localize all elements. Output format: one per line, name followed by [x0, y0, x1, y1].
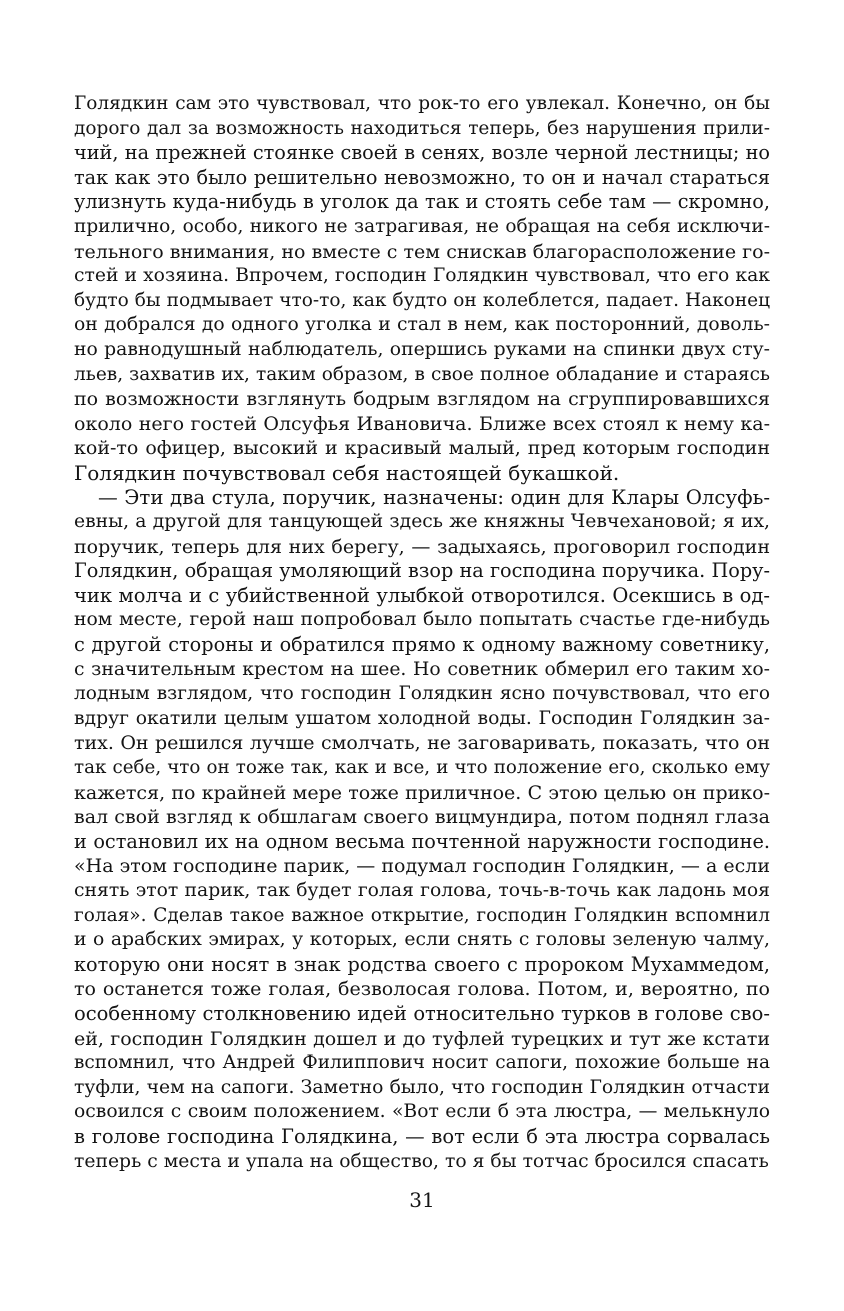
- text-line: которую они носят в знак родства своего с пророком Мухаммедом,: [74, 952, 770, 976]
- text-line: тих. Он решился лучше смолчать, не заговаривать, показать, что он: [74, 732, 770, 755]
- text-line: прилично, особо, никого не затрагивая, не обращая на себя исключи-: [74, 215, 770, 237]
- text-line: льев, захватив их, таким образом, в свое полное обладание и стараясь: [74, 363, 770, 385]
- body-text: [74, 92, 770, 1174]
- text-line: дорого дал за возможность находиться теперь, без нарушения прили-: [74, 117, 770, 139]
- text-line: евны, а другой для танцующей здесь же княжны Чевчехановой; я их,: [74, 511, 770, 533]
- text-line: вал свой взгляд к обшлагам своего вицмундира, потом поднял глаза: [74, 806, 770, 829]
- text-line: особенному столкновению идей относительно турков в голове сво-: [74, 1001, 770, 1025]
- text-line: но равнодушный наблюдатель, опершись руками на спинки двух сту-: [74, 338, 770, 360]
- text-line: кой-то офицер, высокий и красивый малый, пред которым господин: [74, 437, 770, 460]
- text-line: кажется, по крайней мере тоже приличное. С этою целью он прико-: [74, 781, 770, 804]
- text-line: Голядкин, обращая умоляющий взор на господина поручика. Пору-: [74, 559, 770, 583]
- text-line: ном месте, герой наш попробовал было попытать счастье где-нибудь: [74, 609, 770, 631]
- text-line: около него гостей Олсуфья Ивановича. Ближе всех стоял к нему ка-: [74, 412, 770, 435]
- text-line: вдруг окатили целым ушатом холодной воды. Господин Голядкин за-: [74, 707, 770, 729]
- text-line: с другой стороны и обратился прямо к одному важному советнику,: [74, 633, 770, 657]
- text-line: ей, господин Голядкин дошел и до туфлей турецких и тут же кстати: [74, 1027, 770, 1050]
- text-line: туфли, чем на сапоги. Заметно было, что господин Голядкин отчасти: [74, 1076, 770, 1098]
- text-line: то останется тоже голая, безволосая голова. Потом, и, вероятно, по: [74, 978, 770, 1001]
- text-line: поручик, теперь для них берегу, — задыхаясь, проговорил господин: [74, 535, 770, 558]
- page-number: 31: [409, 1188, 435, 1212]
- text-line: и о арабских эмирах, у которых, если снять с головы зеленую чалму,: [74, 929, 770, 951]
- text-line: лодным взглядом, что господин Голядкин ясно почувствовал, что его: [74, 683, 770, 705]
- text-line: он добрался до одного уголка и стал в нем, как посторонний, доволь-: [74, 314, 770, 336]
- text-line: чий, на прежней стоянке своей в сенях, возле черной лестницы; но: [74, 141, 770, 165]
- text-line: чик молча и с убийственной улыбкой отворотился. Осекшись в од-: [74, 583, 770, 607]
- text-line: вспомнил, что Андрей Филиппович носит сапоги, похожие больше на: [74, 1052, 770, 1074]
- text-line: теперь с места и упала на общество, то я бы тотчас бросился спасать: [74, 1150, 769, 1172]
- text-line: голая». Сделав такое важное открытие, господин Голядкин вспомнил: [74, 904, 770, 926]
- text-line: освоился с своим положением. «Вот если б эта люстра, — мелькнуло: [74, 1101, 770, 1123]
- text-line: Голядкин сам это чувствовал, что рок-то его увлекал. Конечно, он бы: [74, 93, 770, 114]
- text-line: снять этот парик, так будет голая голова, точь-в-точь как ладонь моя: [74, 880, 770, 901]
- text-line: стей и хозяина. Впрочем, господин Голядкин чувствовал, что его как: [74, 265, 770, 287]
- text-line: «На этом господине парик, — подумал господин Голядкин, — а если: [74, 855, 770, 878]
- text-line: так как это было решительно невозможно, то он и начал стараться: [74, 165, 770, 189]
- text-line: улизнуть куда-нибудь в уголок да так и стоять себе там — скромно,: [74, 190, 770, 214]
- text-line: тельного внимания, но вместе с тем снискав благорасположение го-: [74, 240, 770, 263]
- text-line: Голядкин почувствовал себя настоящей букашкой.: [74, 460, 620, 485]
- text-line: с значительным крестом на шее. Но советник обмерил его таким хо-: [74, 658, 770, 680]
- text-line: в голове господина Голядкина, — вот если б эта люстра сорвалась: [74, 1124, 770, 1148]
- text-line: и остановил их на одном весьма почтенной наружности господине.: [74, 829, 770, 853]
- text-line: — Эти два стула, поручик, назначены: один для Клары Олсуфь-: [98, 485, 770, 509]
- text-line: будто бы подмывает что-то, как будто он колеблется, падает. Наконец: [74, 289, 770, 311]
- text-line: так себе, что он тоже так, как и все, и что положение его, сколько ему: [74, 757, 770, 779]
- text-line: по возможности взглянуть бодрым взглядом на сгруппировавшихся: [74, 388, 770, 411]
